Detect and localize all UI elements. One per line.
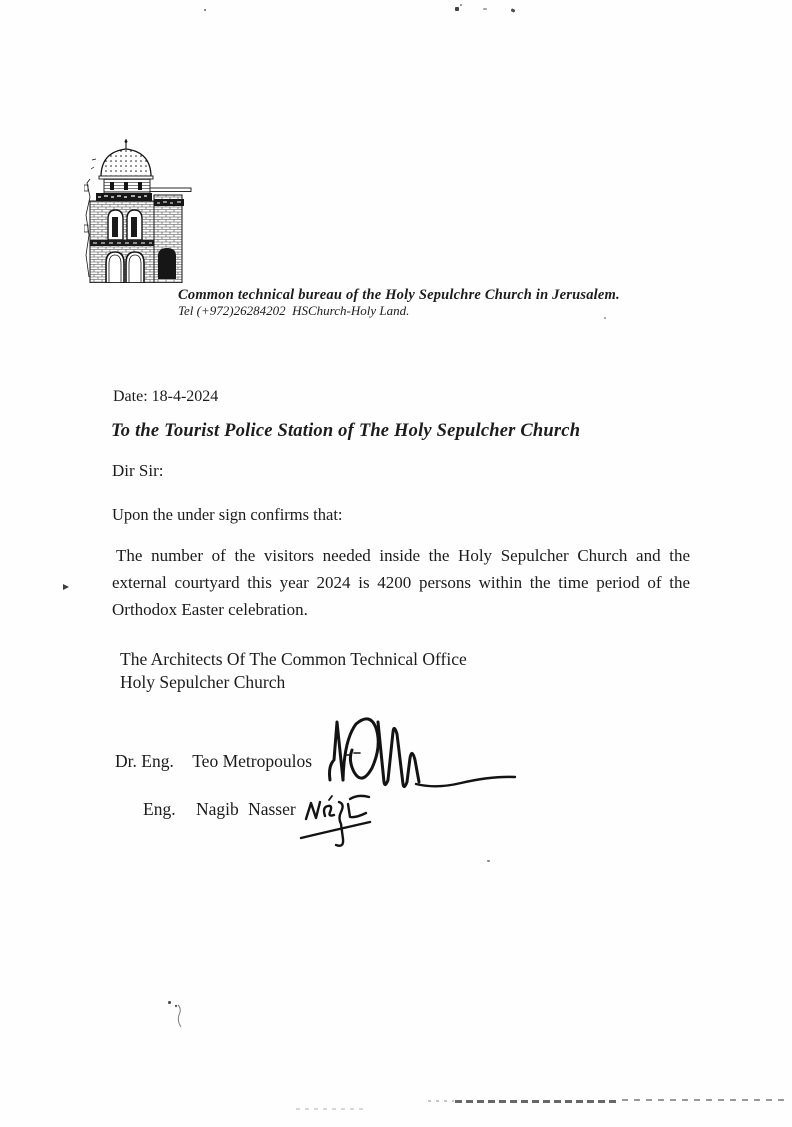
recipient-line: To the Tourist Police Station of The Holy Sepulcher Church xyxy=(111,421,581,441)
nagib-nasser-signature xyxy=(298,791,378,855)
scan-artifact xyxy=(487,860,490,862)
signatory-name: Teo Metropoulos xyxy=(192,751,313,771)
scan-artifact xyxy=(483,8,487,10)
closing-block xyxy=(120,648,467,693)
closing-line: Holy Sepulcher Church xyxy=(120,671,286,692)
salutation: Dir Sir: xyxy=(112,461,164,480)
body-paragraph xyxy=(112,542,690,623)
scan-dash-artifact xyxy=(455,1100,620,1103)
signatory-row xyxy=(115,751,312,772)
scan-artifact xyxy=(168,1001,171,1004)
confirmation-intro: Upon the under sign confirms that: xyxy=(112,505,343,524)
scan-artifact xyxy=(511,8,516,13)
scan-squiggle-artifact xyxy=(172,1003,188,1029)
date-line: Date: 18-4-2024 xyxy=(113,388,219,405)
teo-metropoulos-signature xyxy=(326,710,518,790)
scan-dash-artifact xyxy=(428,1100,454,1102)
church-engraving-logo xyxy=(84,139,196,283)
signatory-row xyxy=(143,799,296,820)
body-line: The number of the visitors needed inside the Holy Sepulcher Church and the xyxy=(116,546,690,565)
scan-artifact xyxy=(455,7,459,11)
signatory-name: Nagib Nasser xyxy=(195,799,296,819)
letterhead-contact-line: Tel (+972)26284202 HSChurch-Holy Land. xyxy=(178,303,410,318)
scan-artifact xyxy=(204,9,206,11)
scan-dash-artifact xyxy=(622,1099,790,1101)
letterhead xyxy=(178,287,638,318)
margin-arrow-artifact xyxy=(63,584,69,590)
scan-artifact xyxy=(460,4,462,6)
signatory-title: Eng. xyxy=(143,799,176,819)
scan-dash-artifact xyxy=(296,1108,368,1110)
body-line: Orthodox Easter celebration. xyxy=(112,600,308,619)
scan-artifact xyxy=(604,317,606,319)
letterhead-org-name: Common technical bureau of the Holy Sepulchre Church in Jerusalem. xyxy=(178,287,620,303)
closing-line: The Architects Of The Common Technical Office xyxy=(120,649,467,669)
body-line: external courtyard this year 2024 is 4200 persons within the time period of the xyxy=(112,573,690,592)
signatory-title: Dr. Eng. xyxy=(115,751,174,771)
